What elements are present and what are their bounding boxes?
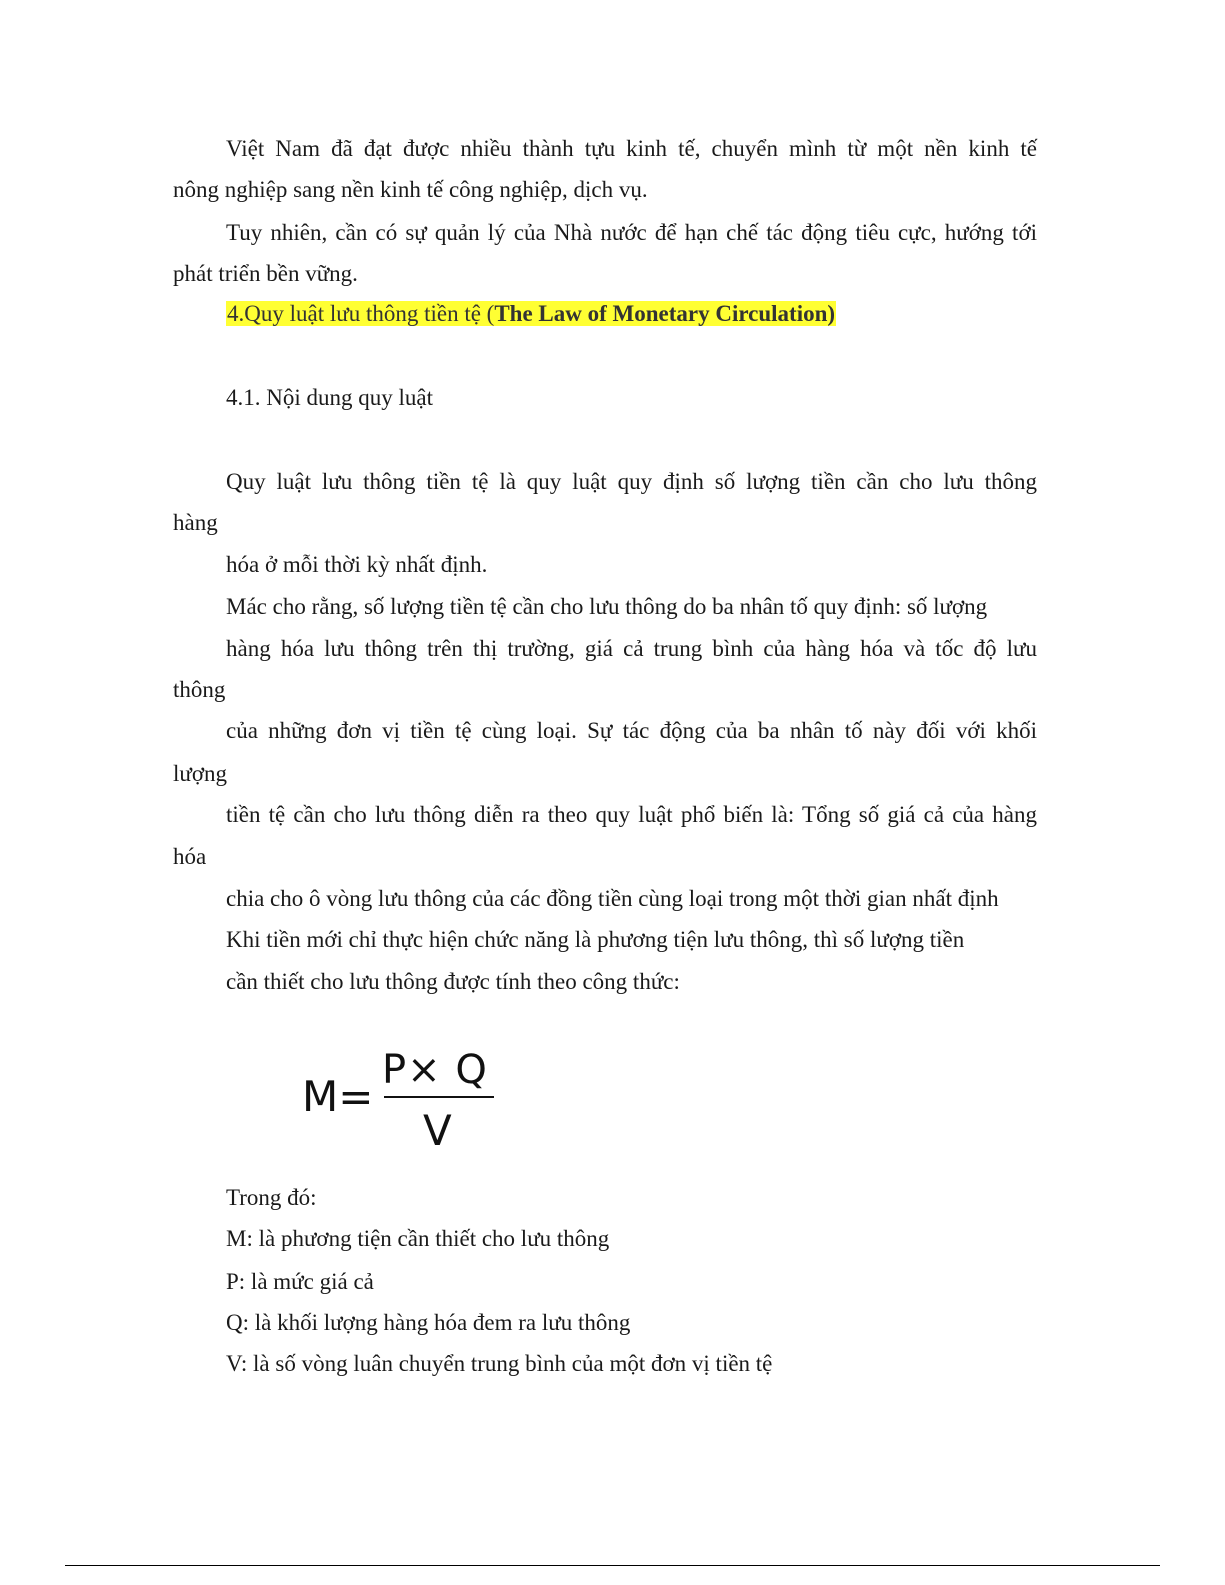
paragraph-2-line-2: phát triển bền vững. xyxy=(173,261,358,286)
page-bottom-rule xyxy=(65,1565,1160,1566)
heading-prefix: 4.Quy luật lưu thông tiền tệ ( xyxy=(227,301,495,326)
legend-v: V: là số vòng luân chuyển trung bình của một đơn vị tiền tệ xyxy=(226,1351,773,1376)
fraction-bar xyxy=(384,1096,494,1098)
body-line-11: chia cho ô vòng lưu thông của các đồng tiền cùng loại trong một thời gian nhất định xyxy=(226,886,999,911)
paragraph-2-line-1: Tuy nhiên, cần có sự quản lý của Nhà nước để hạn chế tác động tiêu cực, hướng tới xyxy=(226,220,1037,245)
heading-english-title: The Law of Monetary Circulation) xyxy=(494,301,836,326)
body-line-4: Mác cho rằng, số lượng tiền tệ cần cho lưu thông do ba nhân tố quy định: số lượng xyxy=(226,594,988,619)
body-line-10: hóa xyxy=(173,844,207,869)
body-line-2: hàng xyxy=(173,510,218,535)
legend-intro: Trong đó: xyxy=(226,1185,317,1210)
body-line-9: tiền tệ cần cho lưu thông diễn ra theo quy luật phổ biến là: Tổng số giá cả của hàng xyxy=(226,802,1037,827)
body-line-12: Khi tiền mới chỉ thực hiện chức năng là phương tiện lưu thông, thì số lượng tiền xyxy=(226,927,965,952)
paragraph-1-line-2: nông nghiệp sang nền kinh tế công nghiệp, dịch vụ. xyxy=(173,177,648,202)
money-formula xyxy=(300,1048,500,1158)
section-heading xyxy=(226,299,836,329)
legend-m: M: là phương tiện cần thiết cho lưu thông xyxy=(226,1226,610,1251)
body-line-6: thông xyxy=(173,677,226,702)
formula-denominator: V xyxy=(423,1106,452,1155)
body-line-13: cần thiết cho lưu thông được tính theo công thức: xyxy=(226,969,680,994)
formula-lhs: M= xyxy=(302,1072,374,1121)
body-line-8: lượng xyxy=(173,761,228,786)
legend-q: Q: là khối lượng hàng hóa đem ra lưu thông xyxy=(226,1310,631,1335)
body-line-1: Quy luật lưu thông tiền tệ là quy luật quy định số lượng tiền cần cho lưu thông xyxy=(226,469,1037,494)
body-line-3: hóa ở mỗi thời kỳ nhất định. xyxy=(226,552,488,577)
body-line-5: hàng hóa lưu thông trên thị trường, giá cả trung bình của hàng hóa và tốc độ lưu xyxy=(226,636,1037,661)
heading-highlight xyxy=(226,301,836,326)
paragraph-1-line-1: Việt Nam đã đạt được nhiều thành tựu kinh tế, chuyển mình từ một nền kinh tế xyxy=(226,136,1037,161)
legend-p: P: là mức giá cả xyxy=(226,1269,374,1294)
body-line-7: của những đơn vị tiền tệ cùng loại. Sự tác động của ba nhân tố này đối với khối xyxy=(226,718,1037,743)
formula-numerator: P× Q xyxy=(382,1047,488,1093)
subsection-heading: 4.1. Nội dung quy luật xyxy=(226,385,433,410)
